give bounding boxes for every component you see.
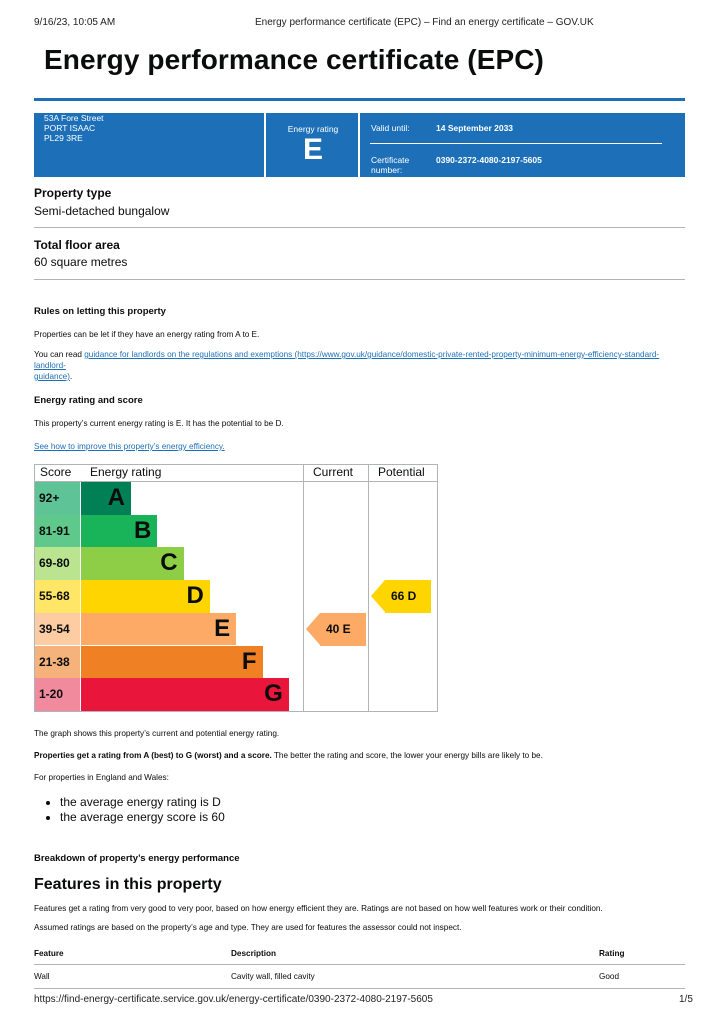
band-score-range: 92+ (35, 482, 80, 515)
section-divider (34, 279, 685, 280)
banner-divider (264, 113, 266, 177)
landlord-guidance-link[interactable]: guidance for landlords on the regulations and exemptions (https://www.gov.uk/guidance/domestic-private-rented-property-minimum-energy-efficiency-standard-landlord- (34, 350, 660, 370)
band-bar (81, 646, 263, 679)
band-score-range: 69-80 (35, 547, 80, 580)
rating-cell: Good (599, 972, 620, 981)
band-letter: A (107, 484, 125, 511)
band-letter: C (160, 549, 178, 577)
energy-rating-box (268, 113, 358, 177)
band-score-range: 81-91 (35, 515, 80, 548)
features-intro: Features get a rating from very good to very poor, based on how energy efficient they are. Ratings are not based on how well features work or their condition. (34, 904, 603, 913)
band-score-range: 21-38 (35, 646, 80, 679)
floor-area-heading: Total floor area (34, 238, 120, 252)
certificate-label-line-1: Certificate (371, 155, 410, 165)
page-title: Energy performance certificate (EPC) (44, 44, 544, 75)
rating-explanation (34, 750, 543, 761)
potential-rating-arrow (385, 580, 431, 613)
address-line-3: PL29 3RE (44, 133, 83, 143)
england-wales-text: For properties in England and Wales: (34, 773, 169, 782)
certificate-summary-banner (34, 113, 685, 177)
landlord-guidance-text (34, 349, 684, 382)
band-letter: G (264, 680, 283, 708)
energy-rating-label: Energy rating (287, 124, 339, 134)
band-letter: D (186, 582, 204, 610)
rating-band-a (34, 482, 302, 514)
band-letter: E (214, 614, 231, 642)
header-energy-rating: Energy rating (90, 465, 162, 479)
potential-rating-label: 66 D (391, 589, 417, 604)
band-bar (81, 547, 184, 580)
print-datetime: 9/16/23, 10:05 AM (34, 17, 116, 28)
description-cell: Cavity wall, filled cavity (231, 972, 315, 981)
print-url: https://find-energy-certificate.service.gov.uk/energy-certificate/0390-2372-4080-2197-5605 (34, 994, 433, 1005)
table-rule (34, 988, 685, 989)
feature-cell: Wall (34, 972, 50, 981)
band-bar (81, 580, 210, 613)
header-score: Score (40, 465, 72, 479)
energy-rating-heading: Energy rating and score (34, 395, 143, 406)
landlord-guidance-suffix: . (69, 372, 73, 381)
property-address (44, 113, 104, 177)
energy-rating-chart (34, 464, 438, 712)
print-page-title: Energy performance certificate (EPC) – Find an energy certificate – GOV.UK (255, 17, 594, 28)
current-arrow-tip (306, 613, 320, 645)
graph-explanation: The graph shows this property’s current and potential energy rating. (34, 729, 280, 738)
rating-explanation-bold: Properties get a rating from A (best) to G (worst) and a score. (34, 751, 272, 760)
address-line-1: 53A Fore Street (44, 113, 104, 123)
potential-arrow-tip (371, 580, 385, 612)
table-header-feature: Feature (34, 949, 64, 958)
rating-band-f (34, 646, 302, 678)
print-page-number: 1/5 (679, 994, 693, 1005)
certificate-number-label (371, 155, 409, 219)
section-divider (34, 227, 685, 228)
address-line-2: PORT ISAAC (44, 123, 96, 133)
rating-band-g (34, 678, 302, 710)
band-bar (81, 613, 236, 646)
band-bar (81, 515, 157, 548)
current-rating-arrow (320, 613, 366, 646)
features-heading: Features in this property (34, 876, 222, 893)
certificate-label-line-2: number: (371, 165, 403, 175)
rating-band-d (34, 580, 302, 612)
average-list (44, 795, 225, 825)
table-header-rating: Rating (599, 949, 625, 958)
table-header-description: Description (231, 949, 277, 958)
valid-until-label: Valid until: (371, 123, 410, 133)
rating-band-c (34, 547, 302, 579)
floor-area-value: 60 square metres (34, 255, 128, 269)
rating-explanation-rest: The better the rating and score, the lower your energy bills are likely to be. (271, 751, 543, 760)
title-rule (34, 98, 685, 101)
chart-column-divider (368, 464, 369, 712)
average-rating-item: • the average energy rating is D (60, 795, 225, 810)
letting-rules-text: Properties can be let if they have an energy rating from A to E. (34, 330, 260, 339)
banner-rule (370, 143, 662, 144)
property-type-value: Semi-detached bungalow (34, 204, 170, 218)
certificate-number: 0390-2372-4080-2197-5605 (436, 155, 542, 165)
band-score-range: 55-68 (35, 580, 80, 613)
band-bar (81, 678, 289, 711)
current-rating-label: 40 E (326, 621, 351, 636)
chart-column-divider (303, 464, 304, 712)
band-score-range: 39-54 (35, 613, 80, 646)
rating-band-b (34, 515, 302, 547)
energy-rating-text: This property’s current energy rating is E. It has the potential to be D. (34, 419, 284, 428)
rating-band-e (34, 613, 302, 645)
table-rule (34, 964, 685, 965)
property-type-heading: Property type (34, 186, 112, 200)
band-bar (81, 482, 131, 515)
letting-rules-heading: Rules on letting this property (34, 306, 166, 317)
breakdown-heading: Breakdown of property’s energy performance (34, 853, 240, 864)
valid-until-date: 14 September 2033 (436, 123, 514, 133)
improve-efficiency-link[interactable]: See how to improve this property’s energy efficiency. (34, 442, 225, 451)
band-letter: B (133, 516, 152, 544)
banner-divider (358, 113, 360, 177)
average-score-item: • the average energy score is 60 (60, 810, 225, 825)
band-score-range: 1-20 (35, 678, 80, 711)
landlord-guidance-link-continued[interactable]: guidance) (34, 372, 70, 381)
assumed-ratings-text: Assumed ratings are based on the property’s age and type. They are used for features the assessor could not inspect. (34, 923, 462, 932)
band-letter: F (241, 647, 257, 675)
energy-rating-letter: E (302, 133, 323, 166)
landlord-guidance-prefix: You can read (34, 350, 85, 359)
header-current: Current (313, 465, 354, 479)
header-potential: Potential (378, 465, 425, 479)
